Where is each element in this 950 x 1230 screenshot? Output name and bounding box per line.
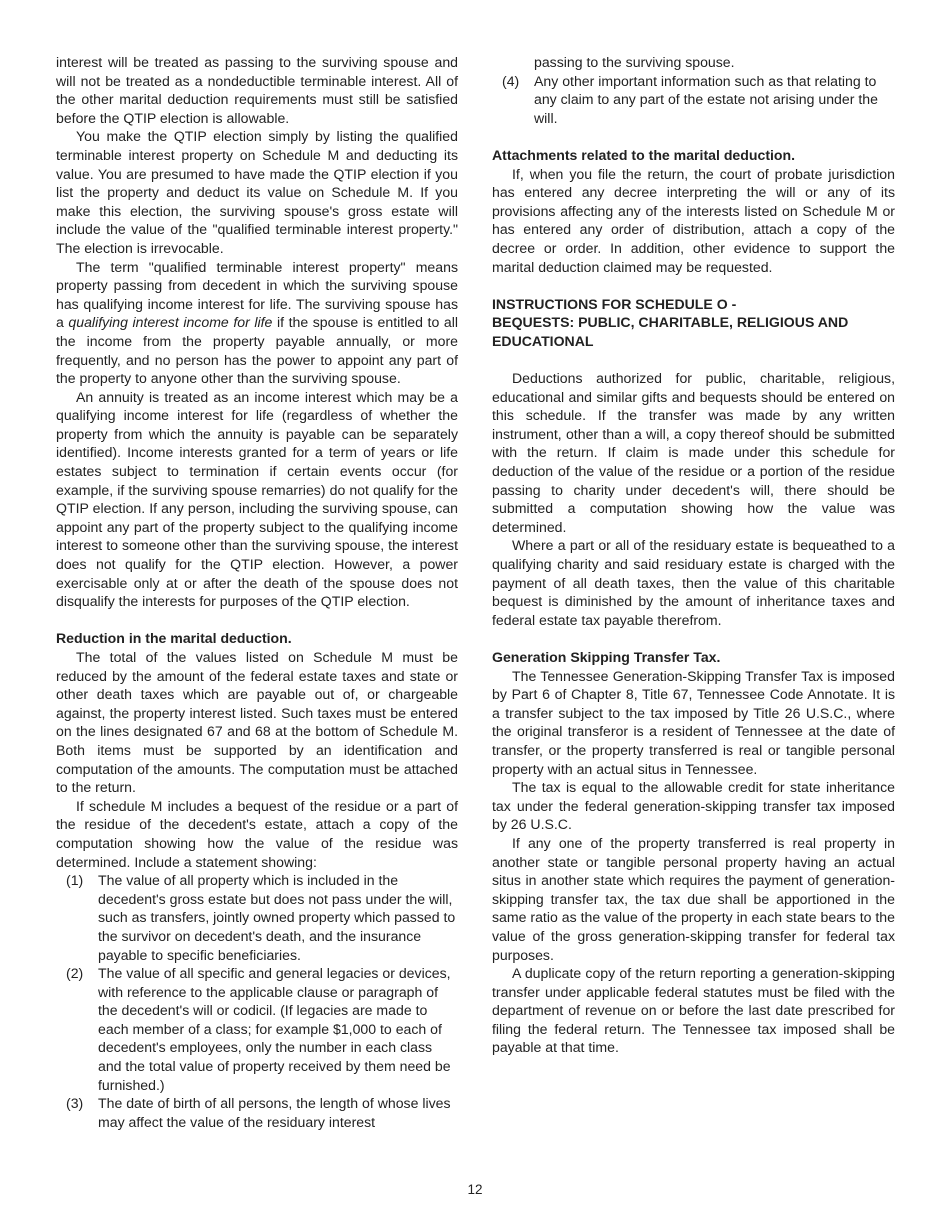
paragraph-attachments: If, when you file the return, the court of probate jurisdiction has entered any decree interpreting the will or any of its provisions affecting any of the interests listed on Schedule M or has entered any order of distribution, attach a copy of the decree or order. In addition, other evidence to support the marital deduction claimed may be requested. (492, 165, 895, 275)
page-number: 12 (467, 1182, 483, 1197)
qtip-definition-text-b: if the spouse is entitled to all the income from the property payable annually, or more frequently, and no person has the power to appoint any part of the property to anyone other than the surviving spouse. (56, 314, 458, 387)
list-item-text: The value of all property which is included in the decedent's gross estate but does not pass under the will, such as transfers, jointly owned property which passed to the survivor on decedent's death, and the insurance payable to specific beneficiaries. (98, 872, 456, 963)
qtip-definition-text-a: The term "qualified terminable interest property" means property passing from decedent in which the surviving spouse has qualifying income interest for life. The surviving spouse has a (56, 258, 458, 331)
heading-attachments: Attachments related to the marital deduction. (492, 146, 796, 163)
list-item (492, 72, 895, 128)
list-item-number: (2) (66, 965, 84, 982)
heading-gst: Generation Skipping Transfer Tax. (492, 649, 721, 665)
right-column (492, 53, 895, 1057)
spacer (492, 276, 895, 295)
statement-list (56, 871, 458, 1131)
paragraph-qtip-definition (56, 258, 458, 388)
list-item (56, 1094, 458, 1131)
spacer (492, 127, 895, 146)
heading-schedule-o-line1: INSTRUCTIONS FOR SCHEDULE O - (492, 295, 737, 312)
list-item-number: (4) (502, 72, 520, 89)
list-item (56, 871, 458, 964)
paragraph-annuity: An annuity is treated as an income interest which may be a qualifying income interest for life (regardless of whether the property from which the annuity is payable can be separately identified). Income interests granted for a term of years or life estates subject to termination if certain events occur (for example, if the surviving spouse remarries) do not qualify for the QTIP election. If any person, including the surviving spouse, can appoint any part of the property subject to the qualifying income interest to someone other than the surviving spouse, the interest does not qualify for the QTIP election. However, a power exercisable only at or after the death of the spouse does not disqualify the interests for purposes of the QTIP election. (56, 388, 458, 610)
spacer (492, 351, 895, 370)
heading-reduction: Reduction in the marital deduction. (56, 630, 292, 647)
paragraph-deductions: Deductions authorized for public, charitable, religious, educational and similar gifts and bequests should be entered on this schedule. If the transfer was made by any written instrument, other than a will, a copy thereof should be submitted with the return. If claim is made under this schedule for deduction of the value of the residue or a portion of the residue passing to charity under decedent's will, there should be submitted a computation showing how the value was determined. (492, 370, 895, 535)
paragraph-residue-statement: If schedule M includes a bequest of the residue or a part of the residue of the decedent's estate, attach a copy of the computation showing how the value of the residue was determined. Include a statement showing: (56, 797, 458, 870)
list-item-number: (1) (66, 872, 84, 889)
list-item-number: (3) (66, 1095, 84, 1112)
paragraph-gst-duplicate: A duplicate copy of the return reporting a generation-skipping transfer under applicable federal statutes must be filed with the department of revenue on or before the last date prescribed for filing the federal return. The Tennessee tax imposed shall be payable at that time. (492, 965, 895, 1056)
spacer (56, 611, 458, 630)
list-item-text: The date of birth of all persons, the length of whose lives may affect the value of the residuary interest (98, 1095, 451, 1130)
list-item-text: The value of all specific and general legacies or devices, with reference to the applicable clause or paragraph of the decedent's will or codicil. (If legacies are made to each member of a class; for example $1,000 to each of decedent's employees, only the number in each class and the total value of property received by them need be furnished.) (98, 965, 451, 1093)
list-item-text: Any other important information such as that relating to any claim to any part of the estate not arising under the will. (534, 72, 878, 126)
heading-schedule-o-line2: BEQUESTS: PUBLIC, CHARITABLE, RELIGIOUS AND EDUCATIONAL (492, 314, 849, 349)
list-item-3-continuation: passing to the surviving spouse. (534, 54, 735, 70)
left-column (56, 53, 458, 1131)
paragraph-gst-apportion: If any one of the property transferred is real property in another state or tangible personal property having an actual situs in another state which requires the payment of generation-skipping transfer tax, the tax due shall be apportioned in the same ratio as the value of the property in each state bears to the value of the gross generation-skipping transfer for federal tax purposes. (492, 834, 895, 963)
spacer (492, 629, 895, 648)
paragraph-reduction-total: The total of the values listed on Schedule M must be reduced by the amount of the federal estate taxes and state or other death taxes which are payable out of, or chargeable against, the property interest listed. Such taxes must be entered on the lines designated 67 and 68 at the bottom of Schedule M. Both items must be supported by an identification and computation of the amounts. The computation must be attached to the return. (56, 649, 458, 796)
paragraph-gst-imposed: The Tennessee Generation-Skipping Transfer Tax is imposed by Part 6 of Chapter 8, Title 67, Tennessee Code Annotate. It is a transfer subject to the tax imposed by Title 26 U.S.C., where the original transferor is a resident of Tennessee at the date of transfer, or the property transferred is real or tangible personal property with an actual situs in Tennessee. (492, 667, 895, 777)
paragraph-gst-credit: The tax is equal to the allowable credit for state inheritance tax under the federal generation-skipping transfer tax imposed by 26 U.S.C. (492, 779, 895, 833)
paragraph-terminable-interest: interest will be treated as passing to the surviving spouse and will not be treated as a nondeductible terminable interest. All of the other marital deduction requirements must still be satisfied before the QTIP election is allowable. (56, 54, 458, 126)
paragraph-qtip-election: You make the QTIP election simply by listing the qualified terminable interest property on Schedule M and deducting its value. You are presumed to have made the QTIP election if you list the property and deduct its value on Schedule M. If you make this election, the surviving spouse's gross estate will include the value of the "qualified terminable interest property." The election is irrevocable. (56, 128, 458, 256)
statement-list-continued (492, 72, 895, 128)
qtip-definition-term: qualifying interest income for life (68, 314, 273, 331)
paragraph-residuary-estate: Where a part or all of the residuary estate is bequeathed to a qualifying charity and said residuary estate is charged with the payment of all death taxes, then the value of this charitable bequest is diminished by the amount of inheritance taxes and federal estate tax payable therefrom. (492, 537, 895, 628)
list-item (56, 964, 458, 1094)
